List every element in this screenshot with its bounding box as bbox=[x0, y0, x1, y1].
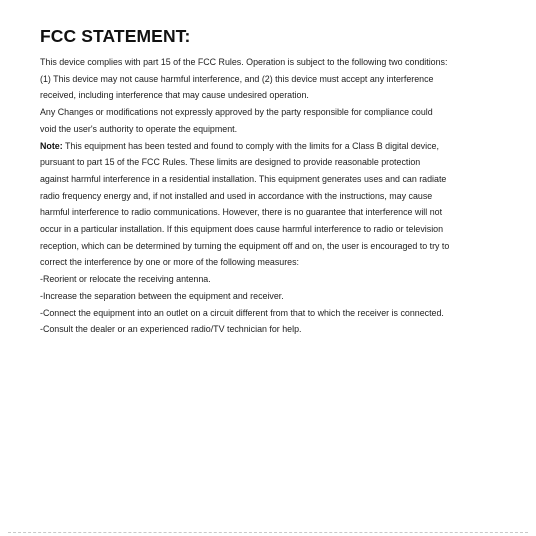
statement-line: This device complies with part 15 of the FCC Rules. Operation is subject to the following two conditions: bbox=[40, 57, 448, 67]
page-title: FCC STATEMENT: bbox=[40, 26, 191, 46]
statement-body bbox=[40, 54, 510, 338]
note-line bbox=[40, 138, 510, 155]
statement-line: occur in a particular installation. If this equipment does cause harmful interference to radio or television bbox=[40, 224, 444, 235]
note-label: Note: bbox=[40, 140, 63, 151]
statement-line: correct the interference by one or more of the following measures: bbox=[40, 257, 299, 268]
statement-line: (1) This device may not cause harmful interference, and (2) this device must accept any interference bbox=[40, 73, 434, 84]
statement-line: received, including interference that may cause undesired operation. bbox=[40, 90, 309, 101]
note-text: This equipment has been tested and found to comply with the limits for a Class B digital device, bbox=[65, 140, 439, 151]
measure-item: -Reorient or relocate the receiving antenna. bbox=[40, 274, 211, 285]
statement-line: harmful interference to radio communications. However, there is no guarantee that interference will not bbox=[40, 207, 443, 218]
statement-line: Any Changes or modifications not expressly approved by the party responsible for compliance could bbox=[40, 107, 433, 118]
measure-item: -Connect the equipment into an outlet on a circuit different from that to which the receiver is connected. bbox=[40, 307, 444, 318]
statement-line: reception, which can be determined by turning the equipment off and on, the user is encouraged to try to bbox=[40, 240, 450, 251]
page-bottom-divider bbox=[8, 532, 528, 533]
measure-item: -Increase the separation between the equipment and receiver. bbox=[40, 290, 284, 301]
statement-line: void the user's authority to operate the equipment. bbox=[40, 123, 238, 134]
statement-line: radio frequency energy and, if not installed and used in accordance with the instructions, may cause bbox=[40, 190, 433, 201]
statement-line: pursuant to part 15 of the FCC Rules. These limits are designed to provide reasonable protection bbox=[40, 157, 421, 168]
measure-item: -Consult the dealer or an experienced radio/TV technician for help. bbox=[40, 324, 302, 335]
statement-line: against harmful interference in a residential installation. This equipment generates uses and can radiate bbox=[40, 173, 447, 184]
